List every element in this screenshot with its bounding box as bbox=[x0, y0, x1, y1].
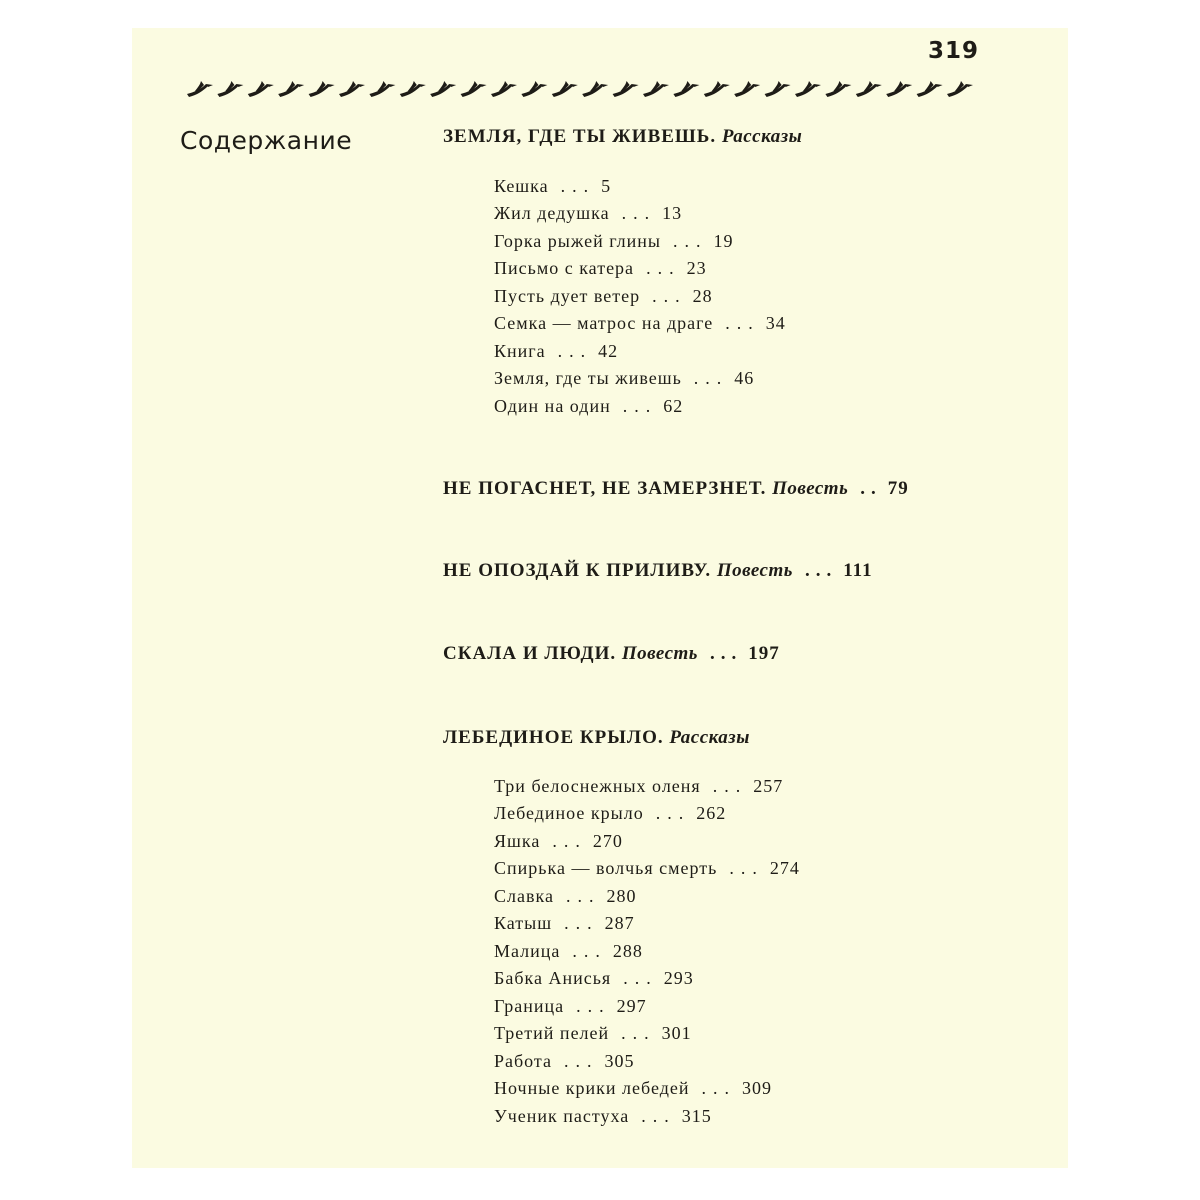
section-title-ne-pogasnet: НЕ ПОГАСНЕТ, НЕ ЗАМЕРЗНЕТ. Повесть .. 79 bbox=[443, 478, 909, 499]
story-entry: Лебединое крыло ... 262 bbox=[494, 803, 727, 823]
story-title: Граница bbox=[494, 996, 565, 1016]
story-entry: Один на один ... 62 bbox=[494, 396, 684, 416]
story-title: Три белоснежных оленя bbox=[494, 776, 701, 796]
story-title: Бабка Анисья bbox=[494, 968, 612, 988]
section-title-lebedinoe bbox=[443, 727, 750, 749]
section-title-text: СКАЛА И ЛЮДИ. bbox=[443, 643, 617, 664]
story-title: Яшка bbox=[494, 831, 541, 851]
section-title-skala: СКАЛА И ЛЮДИ. Повесть ... 197 bbox=[443, 643, 780, 664]
page-number: 319 bbox=[928, 38, 980, 64]
story-entry: Граница ... 297 bbox=[494, 996, 647, 1016]
story-title: Книга bbox=[494, 341, 546, 361]
story-page: 13 bbox=[662, 203, 683, 223]
flying-bird-icon bbox=[795, 81, 821, 97]
story-entry: Три белоснежных оленя ... 257 bbox=[494, 776, 784, 796]
section-title-ne-opozdai: НЕ ОПОЗДАЙ К ПРИЛИВУ. Повесть ... 111 bbox=[443, 560, 873, 581]
story-title: Семка — матрос на драге bbox=[494, 313, 714, 333]
story-title: Третий пелей bbox=[494, 1023, 610, 1043]
story-page: 34 bbox=[765, 313, 786, 333]
story-title: Один на один bbox=[494, 396, 611, 416]
story-title: Земля, где ты живешь bbox=[494, 368, 682, 388]
story-page: 262 bbox=[696, 803, 727, 823]
flying-bird-icon bbox=[825, 81, 851, 97]
story-page: 62 bbox=[663, 396, 684, 416]
flying-bird-icon bbox=[704, 81, 730, 97]
story-title: Кешка bbox=[494, 176, 549, 196]
story-page: 301 bbox=[661, 1023, 692, 1043]
story-title: Лебединое крыло bbox=[494, 803, 644, 823]
flying-bird-icon bbox=[187, 81, 213, 97]
flying-bird-icon bbox=[521, 81, 547, 97]
story-title: Спирька — волчья смерть bbox=[494, 858, 718, 878]
section-genre: Рассказы bbox=[669, 727, 750, 748]
story-entry: Земля, где ты живешь ... 46 bbox=[494, 368, 755, 388]
story-page: 257 bbox=[753, 776, 784, 796]
section-genre: Повесть bbox=[716, 560, 793, 581]
section-title-text: ЛЕБЕДИНОЕ КРЫЛО. bbox=[443, 727, 664, 748]
story-page: 293 bbox=[663, 968, 694, 988]
story-entry: Катыш ... 287 bbox=[494, 913, 635, 933]
story-page: 23 bbox=[686, 258, 707, 278]
story-title: Малица bbox=[494, 941, 561, 961]
story-page: 270 bbox=[592, 831, 623, 851]
section-title-text: ЗЕМЛЯ, ГДЕ ТЫ ЖИВЕШЬ. bbox=[443, 126, 717, 147]
flying-bird-icon bbox=[309, 81, 335, 97]
contents-heading: Содержание bbox=[180, 126, 353, 155]
story-entry: Горка рыжей глины ... 19 bbox=[494, 231, 734, 251]
section-genre: Повесть bbox=[621, 643, 698, 664]
flying-bird-icon bbox=[461, 81, 487, 97]
story-title: Работа bbox=[494, 1051, 552, 1071]
flying-bird-icon bbox=[491, 81, 517, 97]
story-entry: Ночные крики лебедей ... 309 bbox=[494, 1078, 772, 1098]
story-page: 287 bbox=[604, 913, 635, 933]
story-title: Жил дедушка bbox=[494, 203, 610, 223]
section-genre: Повесть bbox=[772, 478, 849, 499]
flying-bird-icon bbox=[552, 81, 578, 97]
story-page: 315 bbox=[681, 1106, 712, 1126]
story-entry: Бабка Анисья ... 293 bbox=[494, 968, 694, 988]
flying-bird-icon bbox=[643, 81, 669, 97]
story-title: Катыш bbox=[494, 913, 553, 933]
flying-bird-icon bbox=[947, 81, 973, 97]
section-page: 197 bbox=[748, 643, 780, 664]
story-entry: Малица ... 288 bbox=[494, 941, 643, 961]
section-title-text: НЕ ПОГАСНЕТ, НЕ ЗАМЕРЗНЕТ. bbox=[443, 478, 767, 499]
flying-bird-icon bbox=[673, 81, 699, 97]
story-title: Пусть дует ветер bbox=[494, 286, 641, 306]
section-genre: Рассказы bbox=[721, 126, 803, 147]
story-page: 305 bbox=[604, 1051, 635, 1071]
story-entry: Спирька — волчья смерть ... 274 bbox=[494, 858, 800, 878]
flying-bird-icon bbox=[613, 81, 639, 97]
story-page: 288 bbox=[612, 941, 643, 961]
section-page: 79 bbox=[887, 478, 909, 499]
story-entry: Третий пелей ... 301 bbox=[494, 1023, 692, 1043]
story-entry: Славка ... 280 bbox=[494, 886, 637, 906]
story-page: 309 bbox=[741, 1078, 772, 1098]
story-title: Ночные крики лебедей bbox=[494, 1078, 690, 1098]
flying-bird-icon bbox=[430, 81, 456, 97]
section-title-text: НЕ ОПОЗДАЙ К ПРИЛИВУ. bbox=[443, 560, 712, 581]
story-entry: Кешка ... 5 bbox=[494, 176, 612, 196]
story-page: 42 bbox=[598, 341, 619, 361]
flying-bird-icon bbox=[856, 81, 882, 97]
story-page: 297 bbox=[616, 996, 647, 1016]
flying-bird-icon bbox=[886, 81, 912, 97]
story-title: Ученик пастуха bbox=[494, 1106, 630, 1126]
flying-bird-icon bbox=[217, 81, 243, 97]
section-page: 111 bbox=[843, 560, 873, 581]
flying-bird-icon bbox=[278, 81, 304, 97]
story-title: Славка bbox=[494, 886, 554, 906]
story-title: Письмо с катера bbox=[494, 258, 635, 278]
section-title-zemlya bbox=[443, 126, 802, 148]
story-entry: Яшка ... 270 bbox=[494, 831, 623, 851]
story-entry: Письмо с катера ... 23 bbox=[494, 258, 707, 278]
story-entry: Работа ... 305 bbox=[494, 1051, 635, 1071]
story-page: 28 bbox=[692, 286, 713, 306]
story-title: Горка рыжей глины bbox=[494, 231, 662, 251]
bird-ornament-border bbox=[186, 72, 976, 102]
flying-bird-icon bbox=[734, 81, 760, 97]
flying-bird-icon bbox=[765, 81, 791, 97]
story-page: 274 bbox=[769, 858, 800, 878]
flying-bird-icon bbox=[339, 81, 365, 97]
flying-bird-icon bbox=[400, 81, 426, 97]
story-entry: Книга ... 42 bbox=[494, 341, 619, 361]
flying-bird-icon bbox=[917, 81, 943, 97]
story-page: 19 bbox=[713, 231, 734, 251]
story-entry: Ученик пастуха ... 315 bbox=[494, 1106, 712, 1126]
flying-bird-icon bbox=[369, 81, 395, 97]
story-entry: Пусть дует ветер ... 28 bbox=[494, 286, 713, 306]
story-page: 280 bbox=[606, 886, 637, 906]
story-page: 5 bbox=[601, 176, 612, 196]
flying-bird-icon bbox=[248, 81, 274, 97]
story-entry: Семка — матрос на драге ... 34 bbox=[494, 313, 786, 333]
story-page: 46 bbox=[734, 368, 755, 388]
story-entry: Жил дедушка ... 13 bbox=[494, 203, 683, 223]
flying-bird-icon bbox=[582, 81, 608, 97]
